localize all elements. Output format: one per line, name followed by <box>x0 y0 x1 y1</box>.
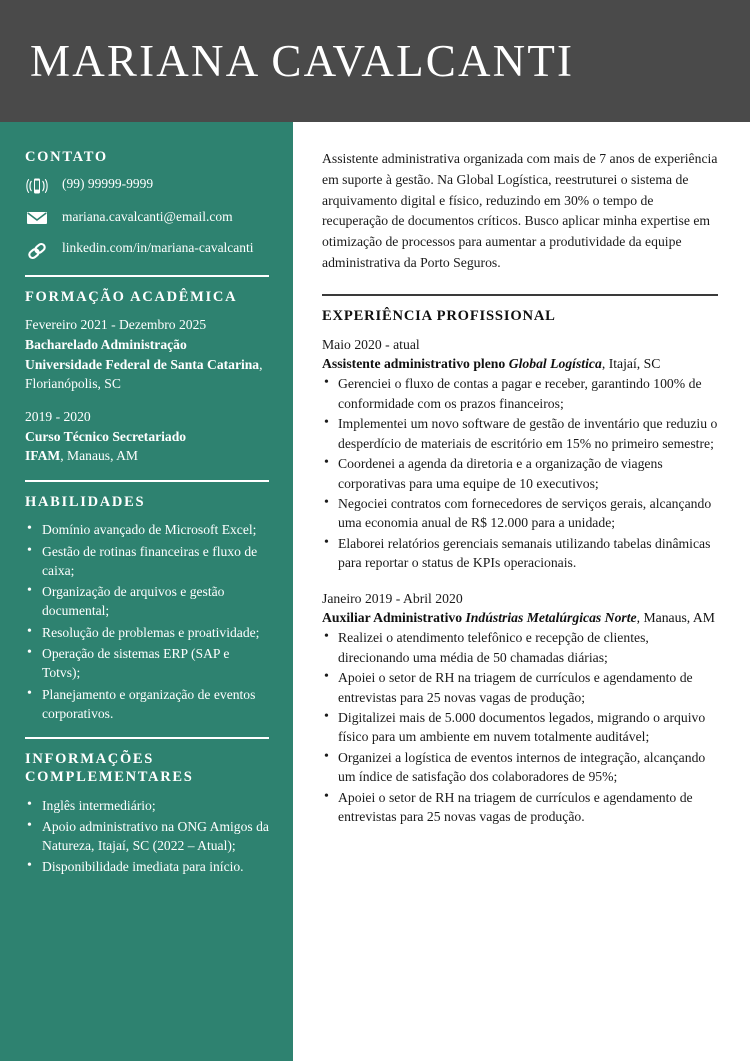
experience-heading: EXPERIÊNCIA PROFISSIONAL <box>322 307 556 324</box>
list-item: • Organizei a logística de eventos internos de integração, alcançando um índice de satisfação dos colaboradores de 95%; <box>322 748 720 787</box>
job-role: Assistente administrativo pleno <box>322 356 506 372</box>
list-item: • Implementei um novo software de gestão de inventário que reduziu o desperdício de materiais de escritório em 15% no primeiro semestre; <box>322 414 720 453</box>
education-institution: Universidade Federal de Santa Catarina <box>25 356 260 372</box>
job-company: Indústrias Metalúrgicas Norte <box>465 610 637 626</box>
sidebar-section-additional-info <box>25 750 269 876</box>
education-entry <box>25 407 269 466</box>
education-entry <box>25 315 269 394</box>
divider-education <box>25 275 269 277</box>
education-degree: Curso Técnico Secretariado <box>25 428 187 444</box>
education-degree-institution <box>25 427 269 466</box>
professional-summary: Assistente administrativa organizada com mais de 7 anos de experiência em suporte à gestão. Na Global Logística, reestruturei o sistema de arquivamento digital e físico, reduzindo em 30% o tempo de recuperação de documentos críticos. Busco aplicar minha expertise em otimização de processos para aumentar a produtividade da equipe administrativa da Porto Seguros. <box>322 151 718 271</box>
contact-email-value: mariana.cavalcanti@email.com <box>62 209 233 225</box>
sidebar-section-contact <box>25 148 269 261</box>
job-title-line <box>322 608 720 627</box>
contact-item-email[interactable] <box>25 208 269 226</box>
divider-additional-info <box>25 737 269 739</box>
job-bullet-list <box>322 374 720 573</box>
contact-heading: CONTATO <box>25 149 108 165</box>
education-date: 2019 - 2020 <box>25 409 91 425</box>
job-bullet-list <box>322 628 720 827</box>
list-item: • Operação de sistemas ERP (SAP e Totvs); <box>25 644 269 683</box>
divider-experience <box>322 294 718 296</box>
contact-item-phone[interactable] <box>25 175 269 195</box>
job-company: Global Logística <box>508 356 602 372</box>
list-item: • Gerenciei o fluxo de contas a pagar e receber, garantindo 100% de conformidade com os prazos financeiros; <box>322 374 720 413</box>
resume-body <box>0 122 750 1061</box>
list-item: • Resolução de problemas e proatividade; <box>25 623 269 642</box>
contact-linkedin-value: linkedin.com/in/mariana-cavalcanti <box>62 240 254 256</box>
list-item: • Apoiei o setor de RH na triagem de currículos e agendamento de entrevistas para 25 novas vagas de produção. <box>322 788 720 827</box>
list-item: • Coordenei a agenda da diretoria e a organização de viagens corporativas para uma equipe de 10 executivos; <box>322 454 720 493</box>
link-chain-icon <box>25 239 49 261</box>
mobile-phone-vibrate-icon <box>25 175 49 195</box>
sidebar-section-skills <box>25 493 269 723</box>
education-location: , Florianópolis, SC <box>25 356 263 392</box>
list-item: • Inglês intermediário; <box>25 796 269 815</box>
education-date: Fevereiro 2021 - Dezembro 2025 <box>25 317 207 333</box>
candidate-name: MARIANA CAVALCANTI <box>30 35 575 86</box>
list-item: • Gestão de rotinas financeiras e fluxo de caixa; <box>25 542 269 581</box>
list-item: • Domínio avançado de Microsoft Excel; <box>25 520 269 539</box>
list-item: • Apoiei o setor de RH na triagem de currículos e agendamento de entrevistas para 25 novas vagas de produção; <box>322 668 720 707</box>
job-date: Janeiro 2019 - Abril 2020 <box>322 590 463 606</box>
education-location: , Manaus, AM <box>60 448 139 464</box>
education-heading: FORMAÇÃO ACADÊMICA <box>25 289 238 306</box>
additional-info-list <box>25 796 269 877</box>
skills-list <box>25 520 269 723</box>
sidebar <box>0 122 293 1061</box>
resume-header-banner <box>0 0 750 122</box>
contact-phone-value: (99) 99999-9999 <box>62 176 154 192</box>
list-item: • Negociei contratos com fornecedores de serviços gerais, alcançando uma economia anual de R$ 12.000 para a unidade; <box>322 494 720 533</box>
envelope-icon <box>25 208 49 226</box>
divider-skills <box>25 480 269 482</box>
main-column <box>293 122 750 1061</box>
list-item: • Disponibilidade imediata para início. <box>25 857 269 876</box>
list-item: • Realizei o atendimento telefônico e recepção de clientes, direcionando uma média de 50 chamadas diárias; <box>322 628 720 667</box>
additional-info-heading: INFORMAÇÕES COMPLEMENTARES <box>25 751 194 786</box>
list-item: • Elaborei relatórios gerenciais semanais utilizando tabelas dinâmicas para reportar o status de KPIs operacionais. <box>322 534 720 573</box>
job-role: Auxiliar Administrativo <box>322 610 463 626</box>
education-degree: Bacharelado Administração <box>25 336 187 352</box>
contact-item-linkedin[interactable] <box>25 239 269 261</box>
section-experience <box>322 308 720 827</box>
skills-heading: HABILIDADES <box>25 494 146 511</box>
list-item: • Planejamento e organização de eventos corporativos. <box>25 685 269 724</box>
education-institution: IFAM <box>25 448 61 464</box>
experience-entry <box>322 335 720 573</box>
job-title-line <box>322 354 720 373</box>
job-location: , Itajaí, SC <box>601 356 661 372</box>
list-item: • Apoio administrativo na ONG Amigos da Natureza, Itajaí, SC (2022 – Atual); <box>25 817 269 856</box>
list-item: • Digitalizei mais de 5.000 documentos legados, migrando o arquivo físico para um ambiente em nuvem totalmente auditável; <box>322 708 720 747</box>
job-date: Maio 2020 - atual <box>322 336 420 352</box>
list-item: • Organização de arquivos e gestão documental; <box>25 582 269 621</box>
job-location: , Manaus, AM <box>636 610 715 626</box>
sidebar-section-education <box>25 288 269 466</box>
education-degree-institution <box>25 335 269 394</box>
experience-entry <box>322 589 720 827</box>
